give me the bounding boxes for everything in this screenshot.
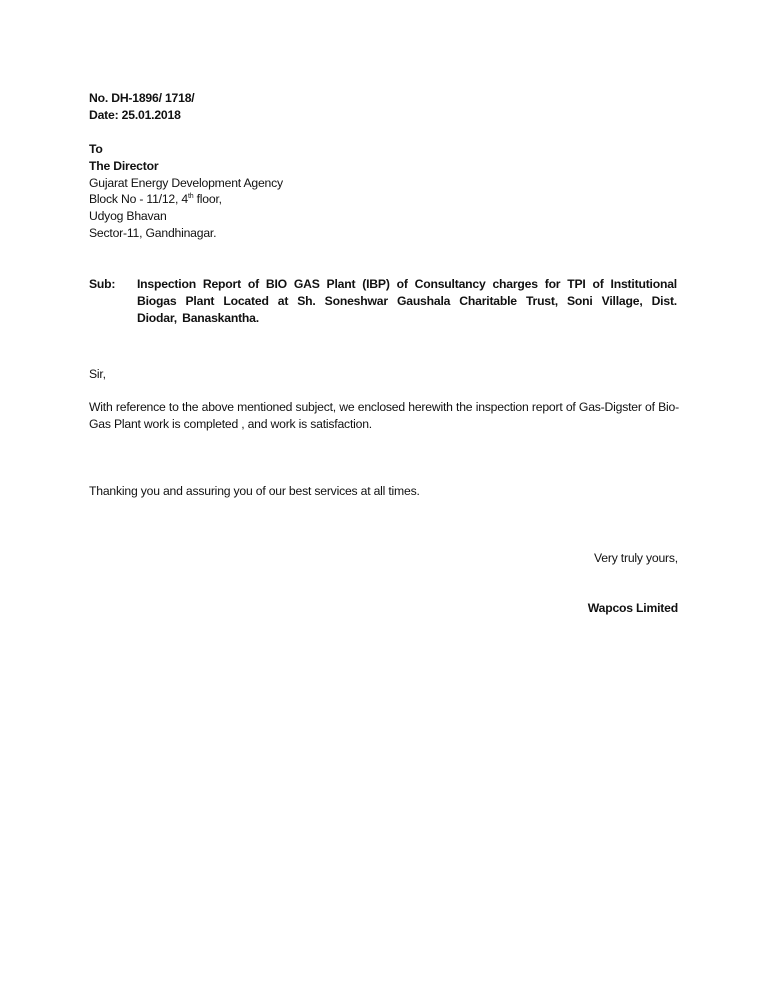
subject-text: Inspection Report of BIO GAS Plant (IBP) of Consultancy charges for TPI of Institutional Biogas Plant Located at Sh. Soneshwar Gaushala Charitable Trust, Soni Village, Dist. Diodar, Banaskantha.: [137, 277, 677, 325]
signatory: Wapcos Limited: [587, 601, 678, 615]
address-block-prefix: Block No - 11/12, 4: [89, 192, 188, 206]
reference-number: No. DH-1896/ 1718/: [89, 91, 195, 105]
recipient-address-block: [89, 191, 222, 207]
address-block-superscript: th: [187, 193, 194, 200]
closing-line: Thanking you and assuring you of our best services at all times.: [89, 484, 420, 498]
valediction: Very truly yours,: [594, 551, 678, 565]
address-block-suffix: floor,: [193, 192, 222, 206]
salutation: Sir,: [89, 367, 106, 381]
recipient-address-building: Udyog Bhavan: [89, 209, 167, 223]
recipient-to: To: [89, 142, 103, 156]
recipient-title: The Director: [89, 159, 159, 173]
letter-date: Date: 25.01.2018: [89, 108, 181, 122]
body-paragraph: With reference to the above mentioned subject, we enclosed herewith the inspection report of Gas-Digster of Bio-Gas Plant work is completed , and work is satisfaction.: [89, 400, 679, 431]
recipient-address-city: Sector-11, Gandhinagar.: [89, 226, 217, 240]
recipient-organization: Gujarat Energy Development Agency: [89, 176, 283, 190]
subject-label: Sub:: [89, 277, 116, 291]
